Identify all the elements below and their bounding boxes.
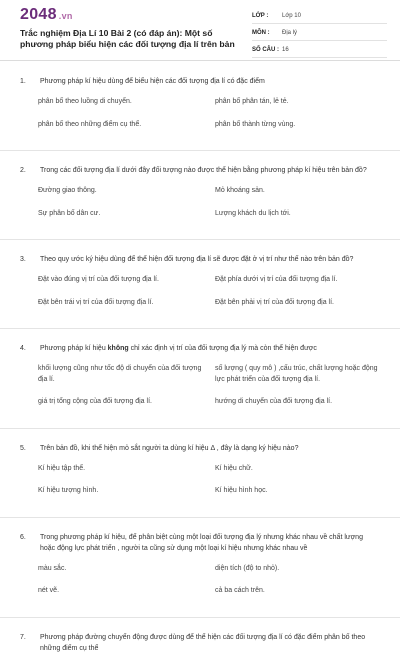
option-b[interactable]: Mỏ khoáng sản. [215,187,265,194]
question-number: 5. [20,444,26,452]
option-b[interactable]: số lượng ( quy mô ) ,cấu trúc, chất lượng hoặc động lực phát triển của đối tượng địa lí. [215,365,378,383]
question-text: Trong phương pháp kí hiệu, để phân biệt cùng một loại đối tượng địa lý nhưng khác nhau về chất lượng hoặc động lực phát triển , người ta cũng sử dụng một loại kí hiệu nhưng khác nhau về [40,533,363,552]
option-b[interactable]: phân bố phân tán, lẻ tẻ. [215,98,289,105]
question-number: 7. [20,633,26,641]
question-number: 1. [20,78,26,85]
question-5 [0,429,400,518]
option-c[interactable]: Sự phân bố dân cư. [38,209,101,217]
question-number: 2. [20,167,26,174]
option-a[interactable]: Đặt vào đúng vị trí của đối tượng địa lí. [38,276,159,283]
option-c[interactable]: nét vẽ. [38,587,60,594]
option-d[interactable]: phân bố thành từng vùng. [215,120,296,128]
meta-row-subject: MÔN : Địa lý [252,25,387,41]
question-text: Phương pháp kí hiệu dùng để biểu hiện các đối tượng địa lí có đặc điểm [40,78,265,85]
option-a[interactable]: màu sắc. [38,564,67,572]
question-text: Theo quy ước ký hiệu dùng để thể hiện đối tượng địa lí sẽ được đặt ở vị trí như thế nào trên bản đồ? [40,256,354,263]
page-title: Trắc nghiệm Địa Lí 10 Bài 2 (có đáp án): Một số phương pháp biểu hiện các đối tượng địa lí trên bản [20,28,235,49]
option-a[interactable]: Đường giao thông. [38,187,97,194]
option-c[interactable]: Đặt bên trái vị trí của đối tượng địa lí. [38,298,154,306]
option-d[interactable]: Đặt bên phải vị trí của đối tượng địa lí. [215,298,335,306]
question-text: Trên bản đồ, khi thể hiện mỏ sắt người ta dùng kí hiệu Δ , đây là dạng ký hiệu nào? [40,444,299,452]
question-7 [0,618,400,654]
option-a[interactable]: phân bố theo luồng di chuyển. [38,98,132,105]
site-logo[interactable]: 2048 .vn [20,6,73,23]
option-b[interactable]: diện tích (độ to nhỏ). [215,564,280,572]
question-text: Trong các đối tượng địa lí dưới đây đối tượng nào được thể hiện bằng phương pháp kí hiệu trên bản đồ? [40,167,367,174]
option-d[interactable]: Lượng khách du lịch tới. [215,209,291,217]
option-c[interactable]: giá trị tổng cộng của đối tượng địa lí. [38,398,152,405]
option-b[interactable]: Kí hiệu chữ. [215,464,253,472]
option-c[interactable]: Kí hiệu tượng hình. [38,487,99,494]
option-c[interactable]: phân bố theo những điểm cụ thể. [38,120,142,128]
question-number: 3. [20,256,26,263]
option-a[interactable]: Kí hiệu tập thể. [38,464,86,472]
option-b[interactable]: Đặt phía dưới vị trí của đối tượng địa lí. [215,276,338,283]
option-a[interactable]: khối lượng cũng như tốc độ di chuyển của đối tượng địa lí. [38,365,202,383]
question-number: 4. [20,345,26,352]
question-1 [0,62,400,151]
question-6 [0,518,400,618]
question-list [0,62,400,654]
option-d[interactable]: hướng di chuyển của đối tượng địa lí. [215,398,333,405]
quiz-meta [252,8,387,59]
document-header [0,0,400,61]
question-4 [0,329,400,429]
meta-row-count: SỐ CÂU : 16 [252,42,387,58]
question-2 [0,151,400,240]
option-d[interactable]: cả ba cách trên. [215,587,265,594]
meta-row-class: LỚP : Lớp 10 [252,8,387,24]
question-text: Phương pháp kí hiệu không chỉ xác định vị trí của đối tượng địa lý mà còn thể hiện được [40,345,317,352]
question-3 [0,240,400,329]
question-text: Phương pháp đường chuyển động được dùng để thể hiện các đối tượng địa lí có đặc điểm phân bố theo những điểm cụ thể [40,633,366,652]
question-number: 6. [20,533,26,541]
option-d[interactable]: Kí hiệu hình học. [215,487,268,494]
